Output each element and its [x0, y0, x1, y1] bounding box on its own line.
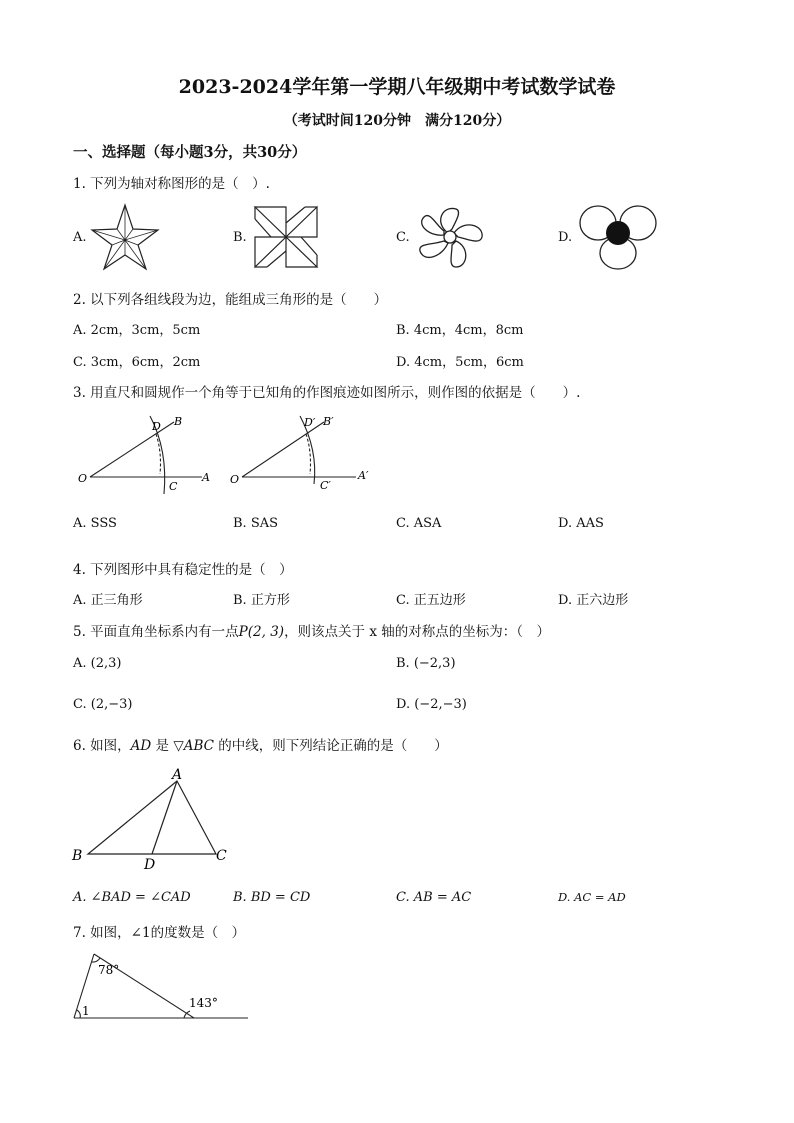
q4-option-d[interactable]: D. 正六边形: [558, 593, 629, 608]
q3-figure-copied-angle: [228, 412, 378, 496]
q5-stem-post: ，则该点关于 x 轴的对称点的坐标为：（ ）: [284, 624, 551, 640]
q6-option-a[interactable]: A. ∠BAD = ∠CAD: [73, 890, 191, 905]
q6-label-a: A: [172, 767, 183, 783]
flower-figure-icon: [412, 203, 490, 271]
q7-label-78: 78°: [98, 963, 120, 977]
q5-option-a[interactable]: A. (2,3): [73, 656, 122, 671]
q6-triangle-figure: [70, 765, 240, 873]
q3-label-a: A: [202, 471, 210, 484]
q3-label-d: D: [152, 420, 161, 433]
q3-label-o: O: [78, 472, 88, 485]
q3-option-c[interactable]: C. ASA: [396, 516, 442, 531]
q5-stem-pre: 5. 平面直角坐标系内有一点: [73, 624, 239, 640]
q2-option-a[interactable]: A. 2cm，3cm，5cm: [73, 323, 201, 338]
q1-stem: 1. 下列为轴对称图形的是（ ）.: [73, 176, 270, 192]
q6-stem-mid: 是: [151, 738, 174, 754]
q6-stem-pre: 6. 如图，: [73, 738, 131, 754]
q2-option-d[interactable]: D. 4cm，5cm，6cm: [396, 355, 524, 370]
q2-option-c[interactable]: C. 3cm，6cm，2cm: [73, 355, 201, 370]
q3-stem: 3. 用直尺和圆规作一个角等于已知角的作图痕迹如图所示，则作图的依据是（ ）.: [73, 385, 581, 401]
q6-label-b: B: [72, 848, 83, 864]
q7-label-angle1: 1: [82, 1004, 90, 1018]
q3-figure-original-angle: [76, 412, 216, 496]
q6-stem: [73, 734, 448, 754]
pinwheel-figure-icon: [253, 205, 319, 269]
q1-option-c[interactable]: C.: [396, 230, 410, 245]
q1-option-d[interactable]: D.: [558, 230, 573, 245]
q3-option-a[interactable]: A. SSS: [73, 516, 117, 531]
q3-option-b[interactable]: B. SAS: [233, 516, 279, 531]
q4-option-c[interactable]: C. 正五边形: [396, 593, 466, 608]
q3-label-b: B: [174, 415, 183, 428]
q6-triangle: ▽ABC: [173, 738, 214, 754]
q6-segment-ad: AD: [130, 738, 152, 754]
three-leaf-figure-icon: [576, 203, 660, 271]
q7-label-143: 143°: [189, 996, 218, 1010]
q6-label-c: C: [216, 848, 227, 864]
q3-label-c: C: [169, 480, 178, 493]
q7-stem: 7. 如图，∠1的度数是（ ）: [73, 925, 246, 941]
q2-stem: 2. 以下列各组线段为边，能组成三角形的是（ ）: [73, 292, 388, 308]
exam-info: （考试时间120分钟 满分120分）: [283, 113, 511, 129]
q4-option-b[interactable]: B. 正方形: [233, 593, 290, 608]
q1-option-a[interactable]: A.: [73, 230, 87, 245]
section-heading: 一、选择题（每小题3分，共30分）: [73, 144, 307, 161]
q5-point: P(2, 3): [238, 624, 285, 640]
q2-option-b[interactable]: B. 4cm，4cm，8cm: [396, 323, 524, 338]
q4-stem: 4. 下列图形中具有稳定性的是（ ）: [73, 562, 293, 578]
star-figure-icon: [90, 203, 160, 271]
q4-option-a[interactable]: A. 正三角形: [73, 593, 143, 608]
q5-option-c[interactable]: C. (2,−3): [73, 697, 133, 712]
page-title: 2023-2024学年第一学期八年级期中考试数学试卷: [178, 76, 616, 98]
q6-option-d[interactable]: D. AC = AD: [558, 890, 626, 904]
q7-triangle-figure: [70, 948, 252, 1024]
q3-label-b-prime: B′: [323, 415, 334, 428]
q5-option-d[interactable]: D. (−2,−3): [396, 697, 467, 712]
q5-option-b[interactable]: B. (−2,3): [396, 656, 456, 671]
q3-option-d[interactable]: D. AAS: [558, 516, 604, 531]
q6-option-b[interactable]: B. BD = CD: [233, 890, 311, 905]
q3-label-o-prime: O: [230, 473, 240, 486]
q1-option-b[interactable]: B.: [233, 230, 247, 245]
q3-label-a-prime: A′: [358, 469, 369, 482]
q3-label-c-prime: C′: [320, 479, 331, 492]
q6-option-c[interactable]: C. AB = AC: [396, 890, 472, 905]
q5-stem: [73, 620, 550, 640]
q3-label-d-prime: D′: [304, 416, 316, 429]
q6-label-d: D: [144, 857, 156, 873]
q6-stem-post: 的中线，则下列结论正确的是（ ）: [213, 738, 448, 754]
